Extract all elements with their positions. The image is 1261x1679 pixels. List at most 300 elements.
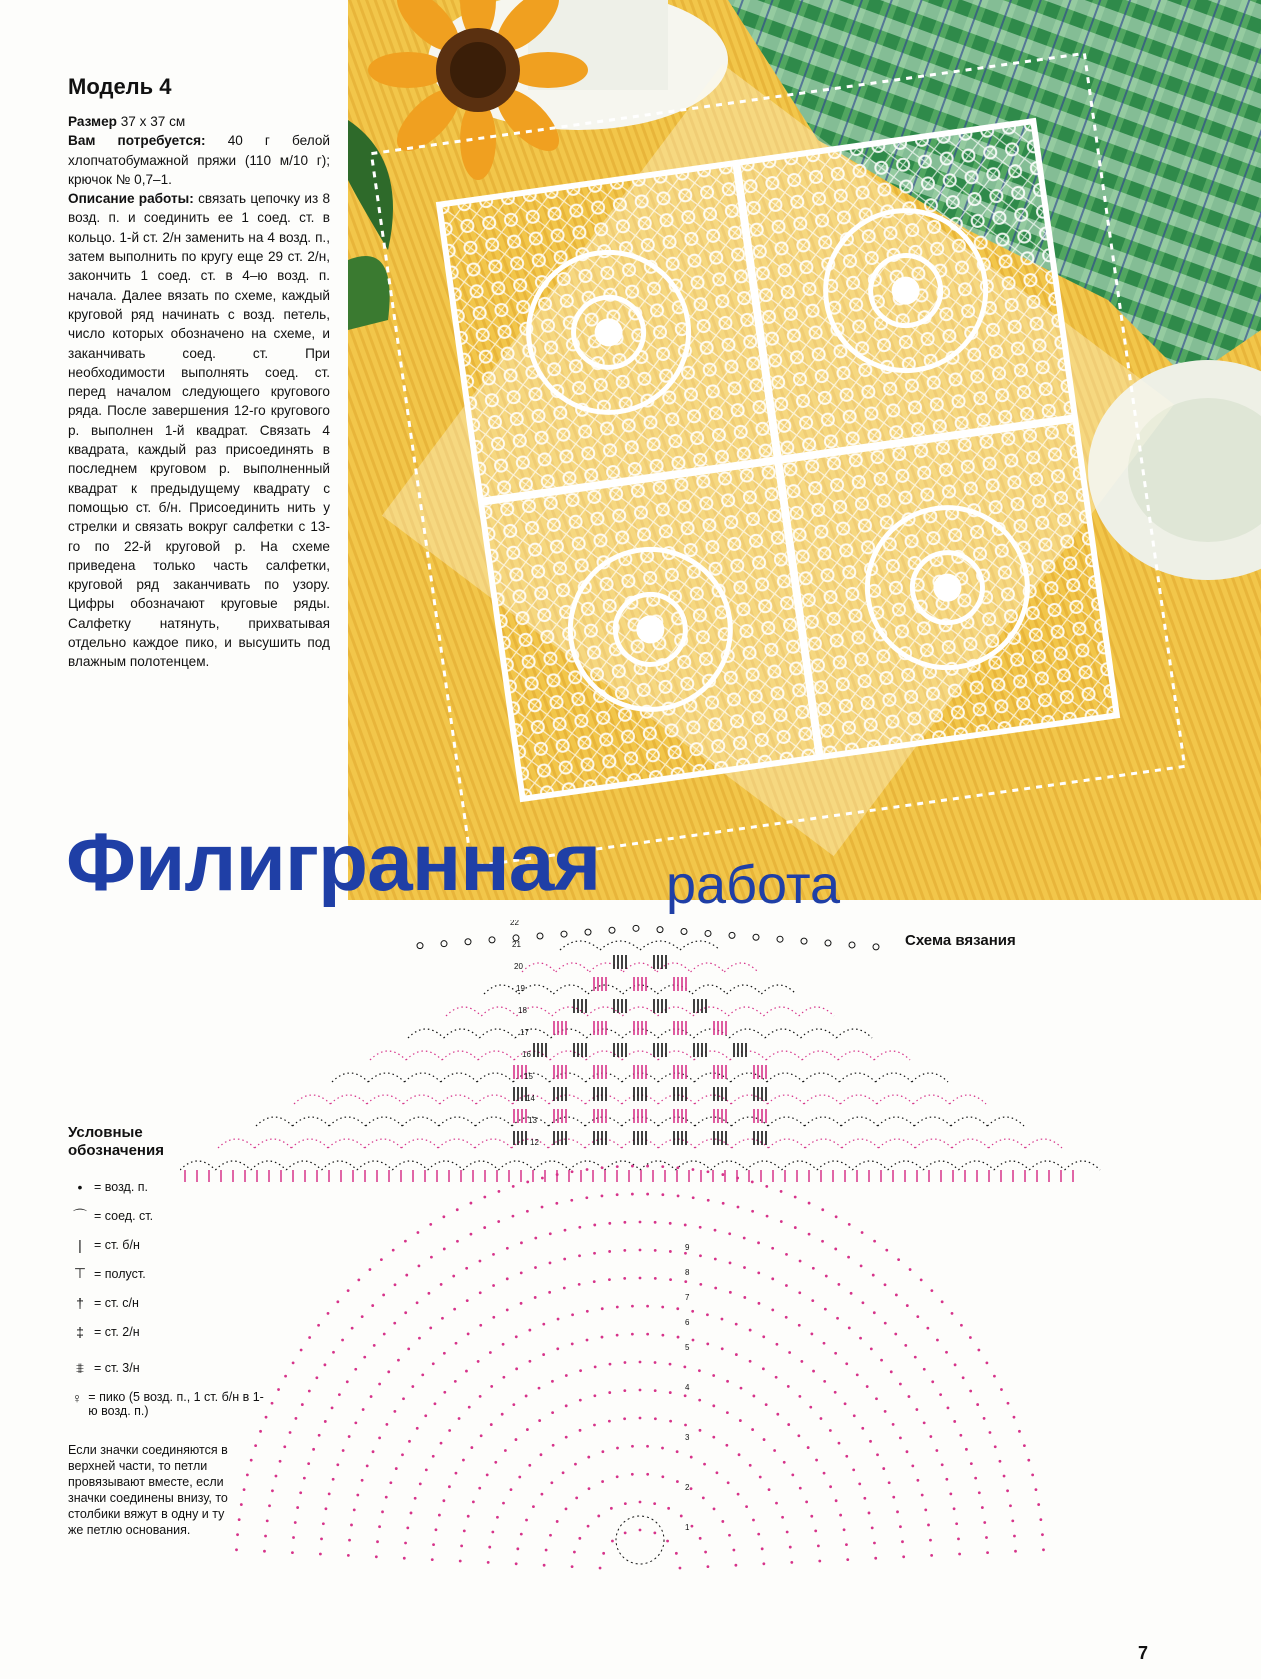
chain-dot	[520, 1271, 523, 1274]
chain-dot	[609, 1363, 612, 1366]
chain-dot	[506, 1247, 509, 1250]
scallop-arc	[874, 1051, 910, 1060]
chain-dot	[512, 1403, 515, 1406]
chain-dot	[429, 1223, 432, 1226]
chain-dot	[440, 1283, 443, 1286]
chain-dot	[372, 1450, 375, 1453]
chain-dot	[976, 1403, 979, 1406]
chain-dot	[478, 1487, 481, 1490]
chain-dot	[571, 1565, 574, 1568]
chain-dot	[790, 1561, 793, 1564]
chain-dot	[308, 1390, 311, 1393]
scallop-arc	[732, 1139, 769, 1148]
chain-dot	[871, 1526, 874, 1529]
scallop-arc	[553, 985, 588, 994]
chain-dot	[721, 1173, 724, 1176]
chain-dot	[788, 1351, 791, 1354]
chain-dot	[236, 1533, 239, 1536]
scallop-arc	[767, 1073, 803, 1082]
scallop-arc	[481, 1007, 516, 1016]
row-number-label: 9	[685, 1243, 690, 1252]
chain-dot	[579, 1399, 582, 1402]
chain-dot	[378, 1436, 381, 1439]
chain-dot	[291, 1551, 294, 1554]
legend-item-text: = ст. 3/н	[94, 1361, 140, 1375]
chain-dot	[586, 1168, 589, 1171]
chain-dot	[416, 1301, 419, 1304]
chain-dot	[810, 1333, 813, 1336]
chain-dot	[698, 1399, 701, 1402]
half-double-crochet-icon: ⊤	[73, 1265, 87, 1281]
chain-dot	[631, 1165, 634, 1168]
scallop-arc	[291, 1139, 328, 1148]
chain-dot	[721, 1347, 724, 1350]
chain-dot	[811, 1299, 814, 1302]
scallop-arc	[428, 1161, 463, 1170]
row-number-label: 16	[522, 1050, 531, 1059]
chain-dot	[597, 1515, 600, 1518]
chain-dot	[263, 1550, 266, 1553]
chain-dot	[868, 1512, 871, 1515]
chain-dot	[472, 1501, 475, 1504]
chain-dot	[275, 1475, 278, 1478]
chain-dot	[631, 1333, 634, 1336]
chain-dot	[699, 1283, 702, 1286]
chain-dot	[393, 1410, 396, 1413]
chain-dot	[771, 1309, 774, 1312]
chain-dot	[814, 1529, 817, 1532]
chain-dot	[510, 1488, 513, 1491]
chain-dot	[490, 1423, 493, 1426]
scallop-arc	[691, 963, 725, 972]
size-label: Размер	[68, 114, 117, 129]
chain-dot	[354, 1368, 357, 1371]
scallop-arc	[782, 1161, 817, 1170]
chain-dot	[279, 1460, 282, 1463]
chain-dot	[953, 1420, 956, 1423]
chain-dot	[978, 1491, 981, 1494]
chain-dot	[381, 1510, 384, 1513]
scheme-title: Схема вязания	[905, 932, 1016, 949]
picot-mark	[417, 943, 423, 949]
chain-dot	[920, 1279, 923, 1282]
scallop-arc	[622, 1029, 658, 1038]
chain-dot	[504, 1449, 507, 1452]
chain-dot	[540, 1453, 543, 1456]
chain-dot	[824, 1308, 827, 1311]
chain-dot	[923, 1368, 926, 1371]
chain-dot	[1013, 1535, 1016, 1538]
chain-dot	[757, 1241, 760, 1244]
chain-dot	[924, 1508, 927, 1511]
chain-dot	[434, 1402, 437, 1405]
scallop-arc	[585, 1095, 621, 1104]
chain-dot	[836, 1317, 839, 1320]
chain-dot	[916, 1315, 919, 1318]
scallop-arc	[841, 1117, 878, 1126]
scallop-arc	[551, 1029, 587, 1038]
chain-dot	[969, 1390, 972, 1393]
chain-dot	[974, 1477, 977, 1480]
chain-dot	[751, 1181, 754, 1184]
chain-dot	[631, 1473, 634, 1476]
chain-dot	[277, 1388, 280, 1391]
chain-dot	[486, 1473, 489, 1476]
chain-dot	[654, 1249, 657, 1252]
scallop-arc	[403, 1095, 439, 1104]
chain-dot	[417, 1231, 420, 1234]
headline-secondary: работа	[666, 855, 840, 915]
chain-dot	[573, 1551, 576, 1554]
chain-dot	[745, 1505, 748, 1508]
chain-dot	[363, 1356, 366, 1359]
chain-dot	[985, 1362, 988, 1365]
chain-dot	[639, 1221, 642, 1224]
chain-dot	[565, 1436, 568, 1439]
picot-icon: ♀	[71, 1390, 83, 1406]
description-column	[68, 74, 330, 672]
chain-dot	[969, 1336, 972, 1339]
chain-dot	[861, 1231, 864, 1234]
chain-dot	[884, 1283, 887, 1286]
chain-dot	[1031, 1473, 1034, 1476]
chain-dot	[869, 1440, 872, 1443]
chain-dot	[923, 1421, 926, 1424]
chain-dot	[829, 1485, 832, 1488]
legend-item-text: = возд. п.	[94, 1179, 149, 1194]
scallop-arc	[876, 1073, 912, 1082]
picot-mark	[489, 937, 495, 943]
chain-dot	[342, 1449, 345, 1452]
chain-dot	[727, 1481, 730, 1484]
chain-dot	[455, 1342, 458, 1345]
chain-dot	[794, 1226, 797, 1229]
treble-crochet-icon: ‡	[76, 1323, 84, 1340]
scallop-arc	[322, 1161, 357, 1170]
chain-dot	[295, 1417, 298, 1420]
picot-mark	[801, 938, 807, 944]
chain-dot	[692, 1196, 695, 1199]
chain-dot	[479, 1395, 482, 1398]
chain-dot	[556, 1520, 559, 1523]
chain-dot	[846, 1558, 849, 1561]
chain-dot	[587, 1525, 590, 1528]
scallop-arc	[746, 1161, 781, 1170]
chain-dot	[585, 1196, 588, 1199]
chain-dot	[916, 1479, 919, 1482]
chain-dot	[1009, 1504, 1012, 1507]
chain-dot	[959, 1434, 962, 1437]
chain-dot	[743, 1296, 746, 1299]
chain-dot	[904, 1344, 907, 1347]
chain-dot	[370, 1395, 373, 1398]
chain-dot	[781, 1516, 784, 1519]
scallop-arc	[586, 1073, 622, 1082]
chain-dot	[927, 1524, 930, 1527]
chain-dot	[735, 1323, 738, 1326]
chain-dot	[470, 1446, 473, 1449]
chain-dot	[456, 1208, 459, 1211]
chain-dot	[479, 1291, 482, 1294]
scallop-arc	[478, 1051, 514, 1060]
scallop-arc	[255, 1139, 292, 1148]
chain-dot	[768, 1488, 771, 1491]
chain-dot	[1027, 1459, 1030, 1462]
chain-dot	[699, 1429, 702, 1432]
chain-dot	[593, 1394, 596, 1397]
chain-dot	[960, 1324, 963, 1327]
chain-dot	[264, 1535, 267, 1538]
row-number-label: 22	[510, 920, 519, 927]
scallop-arc	[680, 941, 720, 950]
chain-dot	[875, 1397, 878, 1400]
row-number-label: 6	[685, 1318, 690, 1327]
chain-dot	[692, 1339, 695, 1342]
chain-dot	[823, 1472, 826, 1475]
chain-dot	[661, 1306, 664, 1309]
chain-dot	[728, 1232, 731, 1235]
chain-dot	[721, 1318, 724, 1321]
scallop-arc	[728, 1007, 763, 1016]
chain-dot	[574, 1463, 577, 1466]
chain-dot	[623, 1249, 626, 1252]
row-number-label: 8	[685, 1268, 690, 1277]
chain-dot	[515, 1335, 518, 1338]
chain-dot	[520, 1533, 523, 1536]
scallop-arc	[585, 1139, 622, 1148]
chain-dot	[406, 1526, 409, 1529]
chain-dot	[380, 1258, 383, 1261]
scallop-arc	[658, 1139, 695, 1148]
chain-dot	[725, 1444, 728, 1447]
scallop-arc	[952, 1139, 989, 1148]
chain-dot	[680, 1515, 683, 1518]
chain-dot	[331, 1407, 334, 1410]
scallop-arc	[586, 1029, 622, 1038]
chain-dot	[707, 1199, 710, 1202]
scallop-arc	[658, 1095, 694, 1104]
picot-mark	[825, 940, 831, 946]
chain-dot	[254, 1444, 257, 1447]
chain-dot	[707, 1170, 710, 1173]
chain-dot	[653, 1531, 656, 1534]
chain-dot	[259, 1430, 262, 1433]
chain-dot	[870, 1347, 873, 1350]
chain-dot	[317, 1324, 320, 1327]
row-number-labels	[510, 920, 690, 1532]
chain-dot	[690, 1456, 693, 1459]
chain-dot	[981, 1506, 984, 1509]
row-number-label: 2	[685, 1483, 690, 1492]
chain-dot	[402, 1397, 405, 1400]
chain-dot	[419, 1482, 422, 1485]
chain-dot	[798, 1395, 801, 1398]
chain-dot	[459, 1560, 462, 1563]
chain-dot	[852, 1468, 855, 1471]
scallop-arc	[402, 1117, 439, 1126]
picot-mark	[561, 931, 567, 937]
chain-dot	[526, 1428, 529, 1431]
scallop-arc	[404, 1073, 440, 1082]
chain-dot	[721, 1520, 724, 1523]
chain-dot	[845, 1362, 848, 1365]
chain-dot	[430, 1256, 433, 1259]
chain-dot	[850, 1292, 853, 1295]
chain-dot	[683, 1365, 686, 1368]
chain-dot	[789, 1546, 792, 1549]
chain-dot	[571, 1343, 574, 1346]
chain-dot	[941, 1300, 944, 1303]
picot-mark	[849, 942, 855, 948]
chain-dot	[404, 1542, 407, 1545]
chain-dot	[565, 1404, 568, 1407]
chain-dot	[713, 1507, 716, 1510]
chain-dot	[785, 1316, 788, 1319]
chain-dot	[776, 1343, 779, 1346]
chain-dot	[470, 1233, 473, 1236]
chain-dot	[616, 1306, 619, 1309]
chain-dot	[586, 1339, 589, 1342]
chain-dot	[722, 1202, 725, 1205]
chain-dot	[874, 1557, 877, 1560]
chain-dot	[506, 1309, 509, 1312]
chain-dot	[389, 1481, 392, 1484]
chain-dot	[492, 1284, 495, 1287]
chain-dot	[675, 1552, 678, 1555]
legend-item-text: = ст. б/н	[94, 1237, 140, 1252]
instructions-label: Описание работы:	[68, 191, 194, 207]
chain-dot	[775, 1376, 778, 1379]
chain-dot	[714, 1229, 717, 1232]
chain-dot	[929, 1435, 932, 1438]
scallop-arc	[658, 1029, 694, 1038]
chain-dot	[470, 1202, 473, 1205]
scallop-arc	[766, 1051, 802, 1060]
chain-dot	[885, 1249, 888, 1252]
picot-mark	[777, 936, 783, 942]
size-value: 37 х 37 см	[120, 114, 186, 129]
chain-dot	[654, 1389, 657, 1392]
chain-dot	[366, 1464, 369, 1467]
chain-dot	[941, 1463, 944, 1466]
scallop-arc	[994, 1161, 1029, 1170]
chain-dot	[639, 1417, 642, 1420]
chain-dot	[594, 1365, 597, 1368]
scallop-arc	[477, 1073, 513, 1082]
chain-dot	[492, 1316, 495, 1319]
chain-dot	[825, 1275, 828, 1278]
doily-photo	[348, 0, 1261, 900]
scallop-arc	[622, 1051, 658, 1060]
chain-dot	[332, 1478, 335, 1481]
chain-dot	[812, 1267, 815, 1270]
chain-dot	[538, 1387, 541, 1390]
chain-dot	[410, 1512, 413, 1515]
chain-dot	[466, 1299, 469, 1302]
row-number-label: 14	[526, 1094, 535, 1103]
scallop-arc	[761, 985, 796, 994]
chain-dot	[646, 1193, 649, 1196]
chain-dot	[512, 1215, 515, 1218]
scallop-arc	[805, 1117, 842, 1126]
chain-dot	[599, 1567, 602, 1570]
chain-dot	[884, 1322, 887, 1325]
chain-dot	[235, 1548, 238, 1551]
chain-dot	[350, 1524, 353, 1527]
chain-dot	[884, 1410, 887, 1413]
scallop-arc	[804, 1095, 840, 1104]
chain-dot	[726, 1380, 729, 1383]
chain-dot	[301, 1403, 304, 1406]
chain-dot	[416, 1427, 419, 1430]
chain-dot	[798, 1291, 801, 1294]
chain-dot	[957, 1537, 960, 1540]
chain-dot	[785, 1284, 788, 1287]
chain-dot	[623, 1389, 626, 1392]
scallop-arc	[912, 1073, 948, 1082]
scallop-arc	[367, 1095, 403, 1104]
chain-dot	[714, 1258, 717, 1261]
chain-dot	[443, 1391, 446, 1394]
chain-dot	[856, 1373, 859, 1376]
chain-dot	[994, 1445, 997, 1448]
chain-dot	[562, 1471, 565, 1474]
chain-dot	[762, 1367, 765, 1370]
chain-dot	[698, 1369, 701, 1372]
chain-dot	[498, 1190, 501, 1193]
scallop-arc	[475, 1117, 512, 1126]
chain-dot	[859, 1337, 862, 1340]
chain-dot	[332, 1351, 335, 1354]
chain-dot	[669, 1278, 672, 1281]
chain-dot	[586, 1310, 589, 1313]
chain-dot	[812, 1370, 815, 1373]
chain-dot	[1041, 1533, 1044, 1536]
chain-dot	[921, 1494, 924, 1497]
chain-dot	[757, 1533, 760, 1536]
chain-dot	[616, 1165, 619, 1168]
chain-dot	[761, 1547, 764, 1550]
chain-dot	[631, 1305, 634, 1308]
scallop-arc	[622, 1117, 659, 1126]
chain-dot	[375, 1555, 378, 1558]
chain-dot	[897, 1258, 900, 1261]
chain-dot	[502, 1343, 505, 1346]
chain-dot	[661, 1475, 664, 1478]
scallop-arc	[439, 1117, 476, 1126]
chain-dot	[407, 1347, 410, 1350]
chain-dot	[551, 1380, 554, 1383]
scallop-arc	[658, 1073, 694, 1082]
chain-dot	[489, 1351, 492, 1354]
chain-dot	[520, 1302, 523, 1305]
row-number-label: 4	[685, 1383, 690, 1392]
chain-dot	[931, 1380, 934, 1383]
description-text	[68, 112, 330, 672]
legend-item-text: = соед. ст.	[94, 1208, 154, 1223]
model-title: Модель 4	[68, 74, 172, 99]
chain-dot	[1037, 1503, 1040, 1506]
chain-dot	[810, 1515, 813, 1518]
scallop-arc	[711, 1161, 746, 1170]
scallop-arc	[958, 1161, 993, 1170]
chain-dot	[432, 1362, 435, 1365]
chain-dot	[516, 1547, 519, 1550]
scallop-arc	[623, 985, 658, 994]
chain-dot	[858, 1482, 861, 1485]
chain-dot	[945, 1478, 948, 1481]
chain-dot	[441, 1317, 444, 1320]
